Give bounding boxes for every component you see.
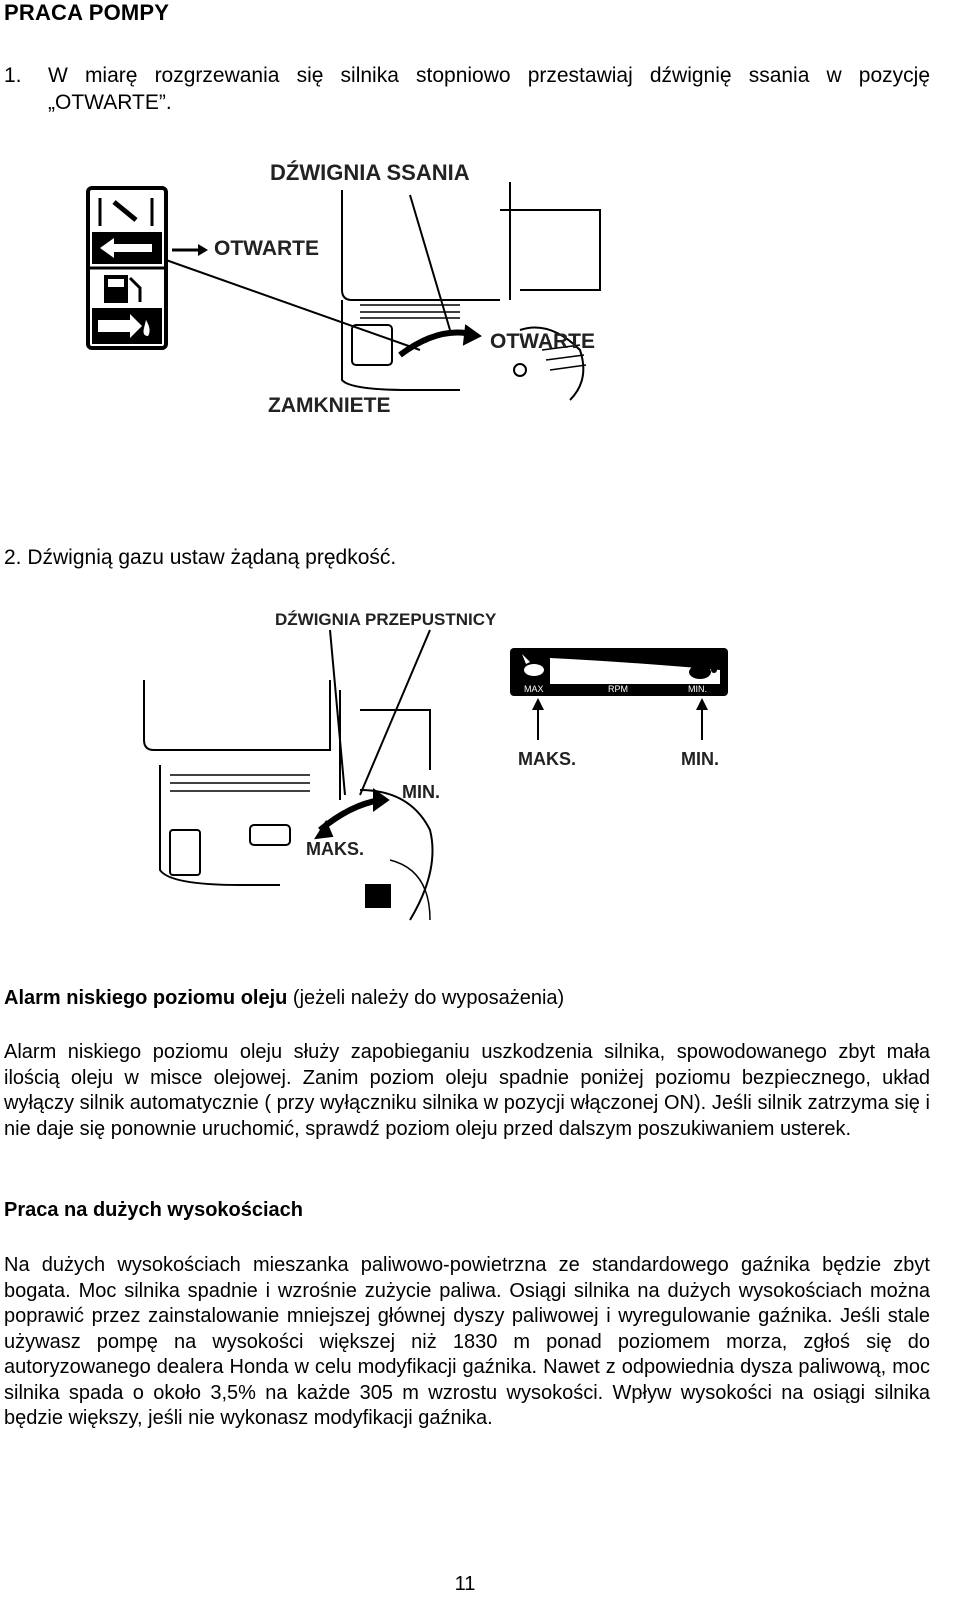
throttle-lever-label: DŹWIGNIA PRZEPUSTNICY <box>275 610 497 629</box>
throttle-lever-figure <box>130 600 750 930</box>
throttle-min-label: MIN. <box>402 782 440 802</box>
step-1 <box>4 62 930 116</box>
step-1-text: W miarę rozgrzewania się silnika stopniowo przestawiaj dźwignię ssania w pozycję „OTWARTE”. <box>48 64 930 114</box>
oil-alarm-paragraph: Alarm niskiego poziomu oleju służy zapobieganiu uszkodzenia silnika, spowodowanego zbyt mała ilością oleju w misce olejowej. Zanim poziom oleju spadnie poniżej poziomu bezpiecznego, układ wyłączy silnik automatycznie ( przy wyłączniku silnika w pozycji włączonej ON). Jeśli silnik zatrzyma się i nie daje się ponownie uruchomić, sprawdź poziom oleju przed dalszym poszukiwaniem usterek. <box>4 1041 930 1140</box>
altitude-title: Praca na dużych wysokościach <box>4 1199 304 1221</box>
lever-pointer-line <box>410 195 450 330</box>
choke-label-plate <box>88 188 166 348</box>
altitude-paragraph: Na dużych wysokościach mieszanka paliwowo-powietrzna ze standardowego gaźnika będzie zbyt bogata. Moc silnika spadnie i wzrośnie zużycie paliwa. Osiągi silnika na dużych wysokościach można poprawić przez zainstalowanie mniejszej głównej dyszy paliwowej i wyregulowanie gaźnika. Jeśli stale używasz pompę na wysokości większej niż 1830 m ponad poziomem morza, zgłoś się do autoryzowanego dealera Honda w celu modyfikacji gaźnika. Nawet z odpowiednia dysza paliwową, moc silnika spada o około 3,5% na każde 305 m wzrostu wysokości. Wpływ wysokości na osiągi silnika będzie większy, jeśli nie wykonasz modyfikacji gaźnika. <box>4 1254 930 1429</box>
choke-engine-drawing <box>342 182 600 400</box>
throttle-speed-plate <box>510 648 728 696</box>
arrow-max-label: MAKS. <box>518 749 576 769</box>
oil-alarm-title-rest: (jeżeli należy do wyposażenia) <box>287 987 565 1009</box>
oil-alarm-title <box>4 985 564 1011</box>
throttle-pointer-line-2 <box>360 630 430 795</box>
arrow-min-label: MIN. <box>681 749 719 769</box>
choke-closed-label: ZAMKNIETE <box>268 394 391 417</box>
step-1-number: 1. <box>4 64 22 87</box>
open-arrow-head <box>198 244 208 256</box>
choke-lever-figure <box>80 150 640 420</box>
page-title: PRACA POMPY <box>4 0 170 25</box>
choke-open-label-right: OTWARTE <box>490 330 595 353</box>
step-2-text: 2. Dźwignią gazu ustaw żądaną prędkość. <box>4 546 397 569</box>
oil-alarm-title-bold: Alarm niskiego poziomu oleju <box>4 987 288 1009</box>
plate-min-text: MIN. <box>688 684 707 694</box>
choke-open-label-left: OTWARTE <box>214 237 319 260</box>
choke-lever-label: DŹWIGNIA SSANIA <box>270 160 470 185</box>
throttle-max-label: MAKS. <box>306 839 364 859</box>
plate-rpm-text: RPM <box>608 684 628 694</box>
page-number: 11 <box>454 1573 476 1595</box>
throttle-pointer-line-1 <box>330 630 345 795</box>
max-arrow-head <box>532 698 544 710</box>
min-arrow-head <box>696 698 708 710</box>
plate-max-text: MAX <box>524 684 544 694</box>
throttle-engine-drawing <box>144 680 433 920</box>
